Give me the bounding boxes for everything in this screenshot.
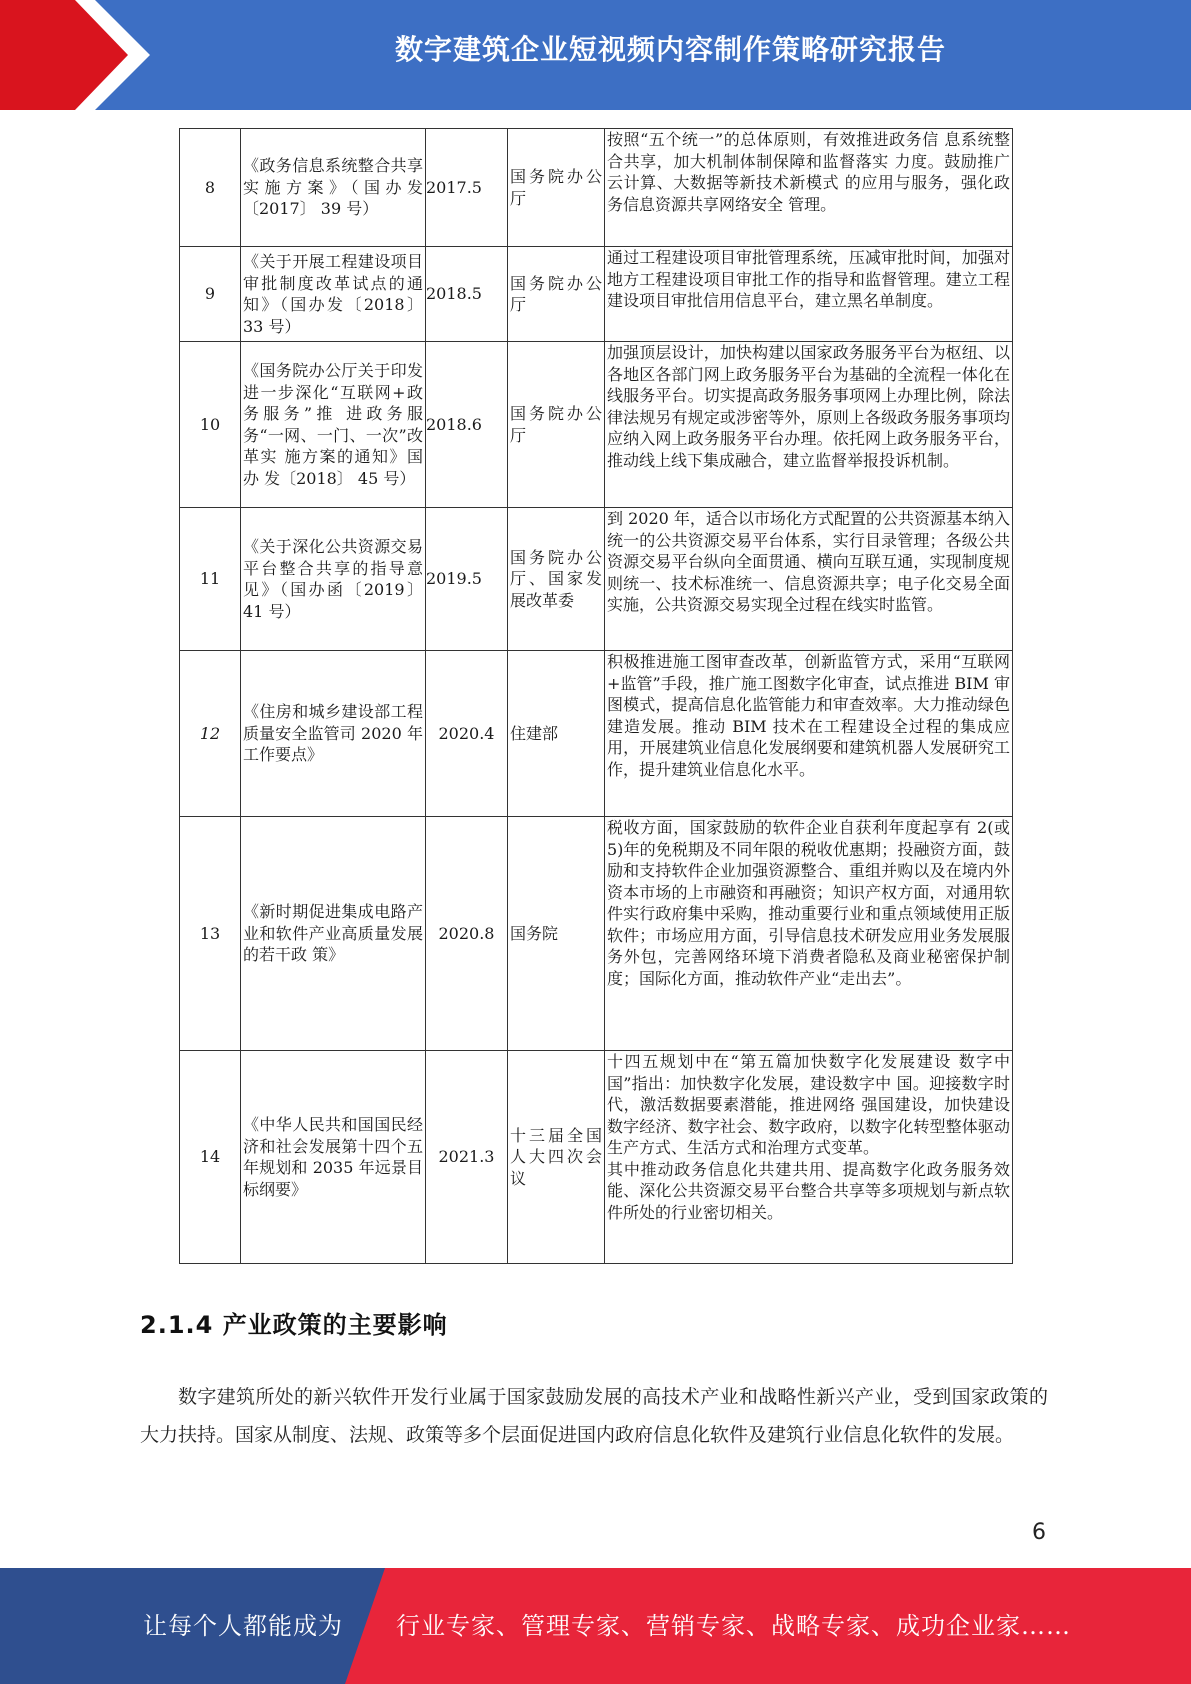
policy-name: 《政务信息系统整合共享实施方案》（国办发〔2017〕 39 号） xyxy=(241,129,426,247)
policy-content: 税收方面，国家鼓励的软件企业自获利年度起享有 2(或 5)年的免税期及不同年限的税收优惠期；投融资方面，鼓励和支持软件企业加强资源整合、重组并购以及在境内外资本市场的上市融资和再融资；知识产权方面，对通用软件实行政府集中采购，推动重要行业和重点领域使用正版软件；市场应用方面，引导信息技术研发应用业务发展服务外包，完善网络环境下消费者隐私及商业秘密保护制度；国际化方面，推动软件产业“走出去”。 xyxy=(605,817,1013,1051)
policy-date: 2019.5 xyxy=(426,508,508,651)
policy-name: 《关于开展工程建设项目审批制度改革试点的通知》（国办发〔2018〕 33 号） xyxy=(241,247,426,342)
row-index: 14 xyxy=(180,1051,241,1264)
issuing-authority: 国务院 xyxy=(508,817,605,1051)
table-row xyxy=(180,651,1013,817)
row-index: 11 xyxy=(180,508,241,651)
issuing-authority: 国务院办公厅 xyxy=(508,342,605,508)
policy-name: 《住房和城乡建设部工程质量安全监管司 2020 年工作要点》 xyxy=(241,651,426,817)
policy-name: 《中华人民共和国国民经济和社会发展第十四个五年规划和 2035 年远景目标纲要》 xyxy=(241,1051,426,1264)
policy-content: 到 2020 年，适合以市场化方式配置的公共资源基本纳入统一的公共资源交易平台体系，实行目录管理；各级公共资源交易平台纵向全面贯通、横向互联互通，实现制度规则统一、技术标准统一、信息资源共享；电子化交易全面实施，公共资源交易实现全过程在线实时监管。 xyxy=(605,508,1013,651)
row-index: 13 xyxy=(180,817,241,1051)
page-footer xyxy=(0,1568,1191,1684)
page-title: 数字建筑企业短视频内容制作策略研究报告 xyxy=(394,33,946,66)
policy-date: 2020.8 xyxy=(426,817,508,1051)
header-arrow-decoration xyxy=(0,0,150,110)
table-row xyxy=(180,508,1013,651)
policy-content: 通过工程建设项目审批管理系统，压减审批时间，加强对地方工程建设项目审批工作的指导和监督管理。建立工程建设项目审批信用信息平台，建立黑名单制度。 xyxy=(605,247,1013,342)
footer-slogan-right: 行业专家、管理专家、营销专家、战略专家、成功企业家…… xyxy=(396,1612,1071,1640)
issuing-authority: 国务院办公厅 xyxy=(508,129,605,247)
page-header xyxy=(0,0,1191,110)
issuing-authority: 国务院办公厅 xyxy=(508,247,605,342)
table-row xyxy=(180,247,1013,342)
footer-slogan-left: 让每个人都能成为 xyxy=(143,1612,343,1640)
policy-content-part1: 十四五规划中在“第五篇加快数字化发展建设 数字中国”指出：加快数字化发展，建设数字中 国。迎接数字时代，激活数据要素潜能，推进网络 强国建设，加快建设数字经济、数字社会、数字政府，以数字化转型整体驱动生产方式、生活方式和治理方式变革。 xyxy=(607,1052,1010,1157)
policy-date: 2018.6 xyxy=(426,342,508,508)
policy-content: 积极推进施工图审查改革，创新监管方式，采用“互联网+监管”手段，推广施工图数字化审查，试点推进 BIM 审图模式，提高信息化监管能力和审查效率。大力推动绿色建造发展。推动 BIM 技术在工程建设全过程的集成应用，开展建筑业信息化发展纲要和建筑机器人发展研究工作，提升建筑业信息化水平。 xyxy=(605,651,1013,817)
table-row xyxy=(180,129,1013,247)
policy-content xyxy=(605,1051,1013,1264)
row-index: 8 xyxy=(180,129,241,247)
policy-date: 2021.3 xyxy=(426,1051,508,1264)
section-heading: 2.1.4 产业政策的主要影响 xyxy=(140,1311,448,1339)
policy-date: 2020.4 xyxy=(426,651,508,817)
table-row xyxy=(180,817,1013,1051)
policy-content: 按照“五个统一”的总体原则，有效推进政务信 息系统整合共享，加大机制体制保障和监督落实 力度。鼓励推广云计算、大数据等新技术新模式 的应用与服务，强化政务信息资源共享网络安全 管理。 xyxy=(605,129,1013,247)
issuing-authority: 住建部 xyxy=(508,651,605,817)
issuing-authority: 国务院办公厅、国家发展改革委 xyxy=(508,508,605,651)
row-index: 12 xyxy=(180,651,241,817)
policy-content-part2: 其中推动政务信息化共建共用、提高数字化政务服务效能、深化公共资源交易平台整合共享等多项规划与新点软件所处的行业密切相关。 xyxy=(607,1159,1010,1222)
table-row xyxy=(180,342,1013,508)
issuing-authority: 十三届全国人大四次会议 xyxy=(508,1051,605,1264)
table-row xyxy=(180,1051,1013,1264)
policy-content: 加强顶层设计，加快构建以国家政务服务平台为枢纽、以各地区各部门网上政务服务平台为基础的全流程一体化在线服务平台。切实提高政务服务事项网上办理比例，除法律法规另有规定或涉密等外，原则上各级政务服务事项均应纳入网上政务服务平台办理。依托网上政务服务平台，推动线上线下集成融合，建立监督举报投诉机制。 xyxy=(605,342,1013,508)
policy-date: 2017.5 xyxy=(426,129,508,247)
row-index: 10 xyxy=(180,342,241,508)
row-index: 9 xyxy=(180,247,241,342)
policy-table xyxy=(179,128,1013,1264)
page-number: 6 xyxy=(1032,1520,1046,1545)
policy-name: 《国务院办公厅关于印发进一步深化“互联网+政务服务”推 进政务服务“一网、一门、一次”改革实 施方案的通知》国办 发〔2018〕 45 号） xyxy=(241,342,426,508)
section-paragraph: 数字建筑所处的新兴软件开发行业属于国家鼓励发展的高技术产业和战略性新兴产业，受到国家政策的大力扶持。国家从制度、法规、政策等多个层面促进国内政府信息化软件及建筑行业信息化软件的发展。 xyxy=(140,1386,1048,1446)
policy-name: 《关于深化公共资源交易平台整合共享的指导意见》（国办函〔2019〕 41 号） xyxy=(241,508,426,651)
policy-date: 2018.5 xyxy=(426,247,508,342)
policy-name: 《新时期促进集成电路产业和软件产业高质量发展的若干政 策》 xyxy=(241,817,426,1051)
